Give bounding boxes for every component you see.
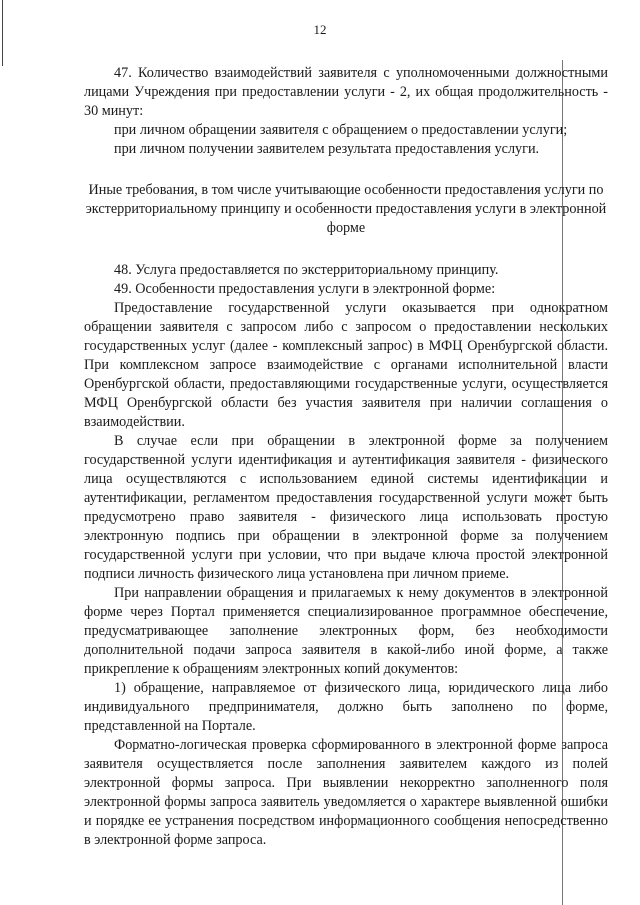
- section-heading: Иные требования, в том числе учитывающие особенности предоставления услуги по экстерриториальному принципу и особенности предоставления услуги в электронной форме: [85, 182, 607, 236]
- paragraph-49-electronic-signature: В случае если при обращении в электронной форме за получением государственной услуги идентификация и аутентификация заявителя - физического лица осуществляются с использованием единой системы идентификации и аутентификации, регламентом предоставления государственной услуги может быть предусмотрено право заявителя - физического лица использовать простую электронную подпись при обращении в электронной форме за получением государственной услуги при условии, что при выдаче ключа простой электронной подписи личность физического лица установлена при личном приеме.: [84, 433, 608, 582]
- paragraph-49-complex-request: Предоставление государственной услуги оказывается при однократном обращении заявителя с запросом либо с запросом о предоставлении нескольких государственных услуг (далее - комплексный запрос) в МФЦ Оренбургской области. При комплексном запросе взаимодействие с органами исполнительной власти Оренбургской области, предоставляющими государственные услуги, осуществляется МФЦ Оренбургской области без участия заявителя при наличии соглашения о взаимодействии.: [84, 300, 608, 430]
- paragraph-49-item-1: 1) обращение, направляемое от физического лица, юридического лица либо индивидуального предпринимателя, должно быть заполнено по форме, представленной на Портале.: [84, 680, 608, 734]
- paragraph-49-portal: При направлении обращения и прилагаемых к нему документов в электронной форме через Портал применяется специализированное программное обеспечение, предусматривающее заполнение электронных форм, без необходимости дополнительной подачи запроса заявителя в какой-либо иной форме, а также прикрепление к обращениям электронных копий документов:: [84, 585, 608, 677]
- paragraph-47: 47. Количество взаимодействий заявителя с уполномоченными должностными лицами Учреждения при предоставлении услуги - 2, их общая продолжительность - 30 минут:: [84, 65, 608, 119]
- paragraph-48: 48. Услуга предоставляется по экстерриториальному принципу.: [114, 262, 499, 278]
- paragraph-49-format-check: Форматно-логическая проверка сформированного в электронной форме запроса заявителя осуществляется после заполнения заявителем каждого из полей электронной формы запроса. При выявлении некорректно заполненного поля электронной формы запроса заявитель уведомляется о характере выявленной ошибки и порядке ее устранения посредством информационного сообщения непосредственно в электронной форме запроса.: [84, 737, 608, 848]
- paragraph-47-item-b: при личном получении заявителем результата предоставления услуги.: [114, 141, 540, 157]
- page-number: 12: [313, 22, 327, 37]
- paragraph-47-item-a: при личном обращении заявителя с обращением о предоставлении услуги;: [114, 122, 568, 138]
- paragraph-49: 49. Особенности предоставления услуги в электронной форме:: [114, 281, 496, 297]
- document-body: [84, 64, 608, 850]
